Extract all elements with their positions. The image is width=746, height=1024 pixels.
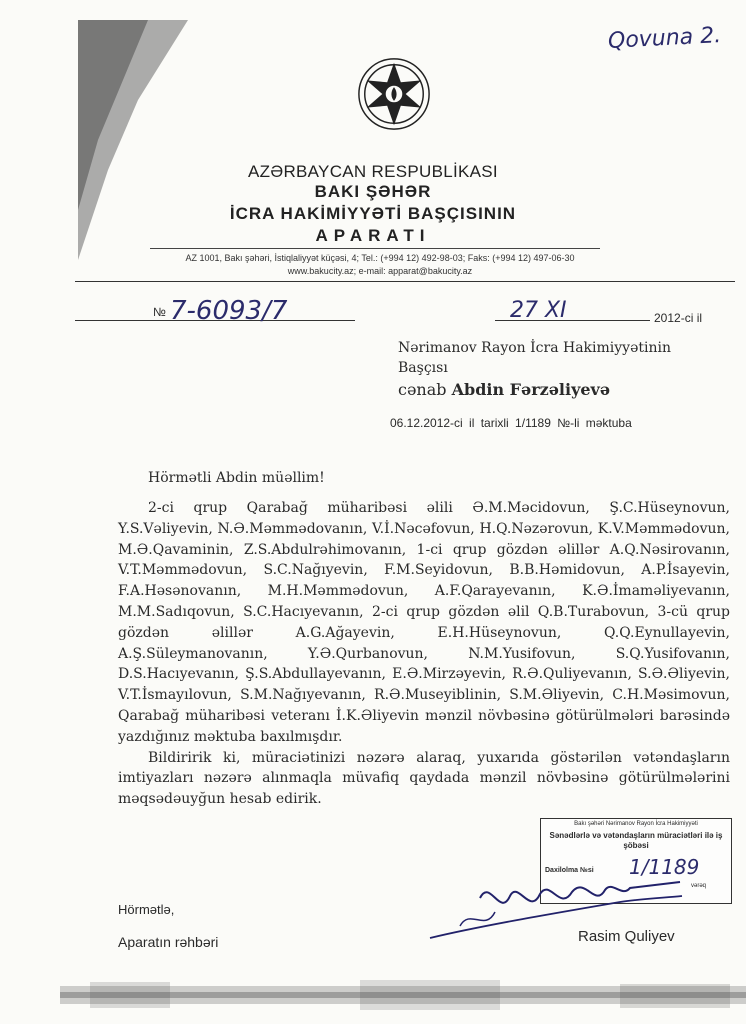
addressee-prefix: cənab bbox=[398, 380, 447, 399]
stamp-entry-number: 1/1189 bbox=[629, 855, 700, 879]
addressee-line1: Nərimanov Rayon İcra Hakimiyyətinin bbox=[398, 340, 671, 356]
letter-body bbox=[118, 498, 730, 810]
signatory-name: Rasim Quliyev bbox=[578, 928, 675, 945]
scan-noise bbox=[60, 972, 746, 1020]
letterhead-office: APARATI bbox=[315, 226, 431, 245]
letterhead-address: AZ 1001, Bakı şəhəri, İstiqlaliyyət küçəsi, 4; Tel.: (+994 12) 492-98-03; Faks: (+994 12) 497-06-30 bbox=[185, 253, 575, 263]
letterhead-bottom-rule bbox=[75, 281, 735, 282]
letterhead-web: www.bakucity.az; e-mail: apparat@bakucity.az bbox=[287, 266, 473, 276]
letter-year: 2012-ci il bbox=[654, 311, 703, 325]
stamp-entry-label: Daxilolma №si bbox=[545, 867, 594, 874]
addressee-line2: Başçısı bbox=[398, 360, 448, 376]
body-paragraph-1: 2-ci qrup Qarabağ müharibəsi əlili Ə.M.Məcidovun, Ş.C.Hüseynovun, Y.S.Vəliyevin, N.Ə.Məmmədovanın, V.İ.Nəcəfovun, H.Q.Nəzərovun, K.V.Məmmədovun, M.Ə.Qavaminin, Z.S.Abdulrəhimovanın, 1-ci qrup gözdən əlillər A.Q.Nəsirovanın, V.T.Məmmədovun, S.C.Nağıyevin, F.M.Seyidovun, B.B.Həmidovun, A.P.İsayevin, F.A.Həsənovanın, M.H.Məmmədovun, A.F.Qarayevanın, K.Ə.İmaməliyevanın, M.M.Sadıqovun, S.C.Hacıyevanın, 2-ci qrup gözdən əlil Q.B.Turabovun, 3-cü qrup gözdən əlillər A.G.Ağayevin, E.H.Hüseynovun, Q.Q.Eynullayevin, A.Ş.Süleymanovanın, Y.Ə.Qurbanovun, N.M.Yusifovun, S.Q.Yusifovanın, D.S.Hacıyevanın, Ş.S.Abdullayevanın, E.Ə.Mirzəyevin, R.Ə.Quliyevanın, S.Ə.Əliyevin, V.T.İsmayılovun, S.M.Nağıyevanın, R.Ə.Museyiblinin, S.M.Əliyevin, C.H.Məsimovun, Qarabağ müharibəsi veteranı İ.K.Əliyevin mənzil növbəsinə götürülmələri barəsində yazdığınız məktuba baxılmışdır. bbox=[118, 500, 730, 745]
letterhead-divider bbox=[150, 248, 600, 249]
state-emblem-icon bbox=[355, 55, 433, 133]
addressee-name: Abdin Fərzəliyevə bbox=[451, 380, 611, 399]
stamp-sheet-label: vərəq bbox=[691, 883, 707, 889]
reference-number: 7-6093/7 bbox=[170, 296, 288, 326]
letterhead-city: BAKI ŞƏHƏR bbox=[314, 182, 432, 201]
signatory-position: Aparatın rəhbəri bbox=[118, 934, 219, 950]
letterhead-authority: İCRA HAKİMİYYƏTİ BAŞÇISININ bbox=[229, 204, 517, 223]
body-paragraph-2: Bildiririk ki, müraciətinizi nəzərə alaraq, yuxarıda göstərilən vətəndaşların imtiyazları nəzərə alınmaqla müvafiq qaydada mənzil növbəsinə götürülmələrini məqsədəuyğun hesab edirik. bbox=[118, 749, 730, 808]
reference-letter: 06.12.2012-ci il tarixli 1/1189 №-li məktuba bbox=[390, 416, 632, 430]
closing-salutation: Hörmətlə, bbox=[118, 902, 175, 917]
stamp-office: Bakı şəhəri Nərimanov Rayon İcra Hakimiyyəti bbox=[574, 821, 698, 827]
letterhead-country: AZƏRBAYCAN RESPUBLİKASI bbox=[248, 162, 498, 181]
reference-number-label: № bbox=[153, 305, 166, 319]
letter-date: 27 XI bbox=[510, 298, 567, 323]
scan-artifact bbox=[78, 20, 188, 260]
addressee-name-line bbox=[398, 380, 610, 399]
stamp-department: Sənədlərlə və vətəndaşların müraciətləri ilə iş şöbəsi bbox=[549, 831, 723, 850]
greeting: Hörmətli Abdin müəllim! bbox=[148, 470, 325, 486]
handwritten-page-note: Qovuna 2. bbox=[607, 23, 722, 54]
